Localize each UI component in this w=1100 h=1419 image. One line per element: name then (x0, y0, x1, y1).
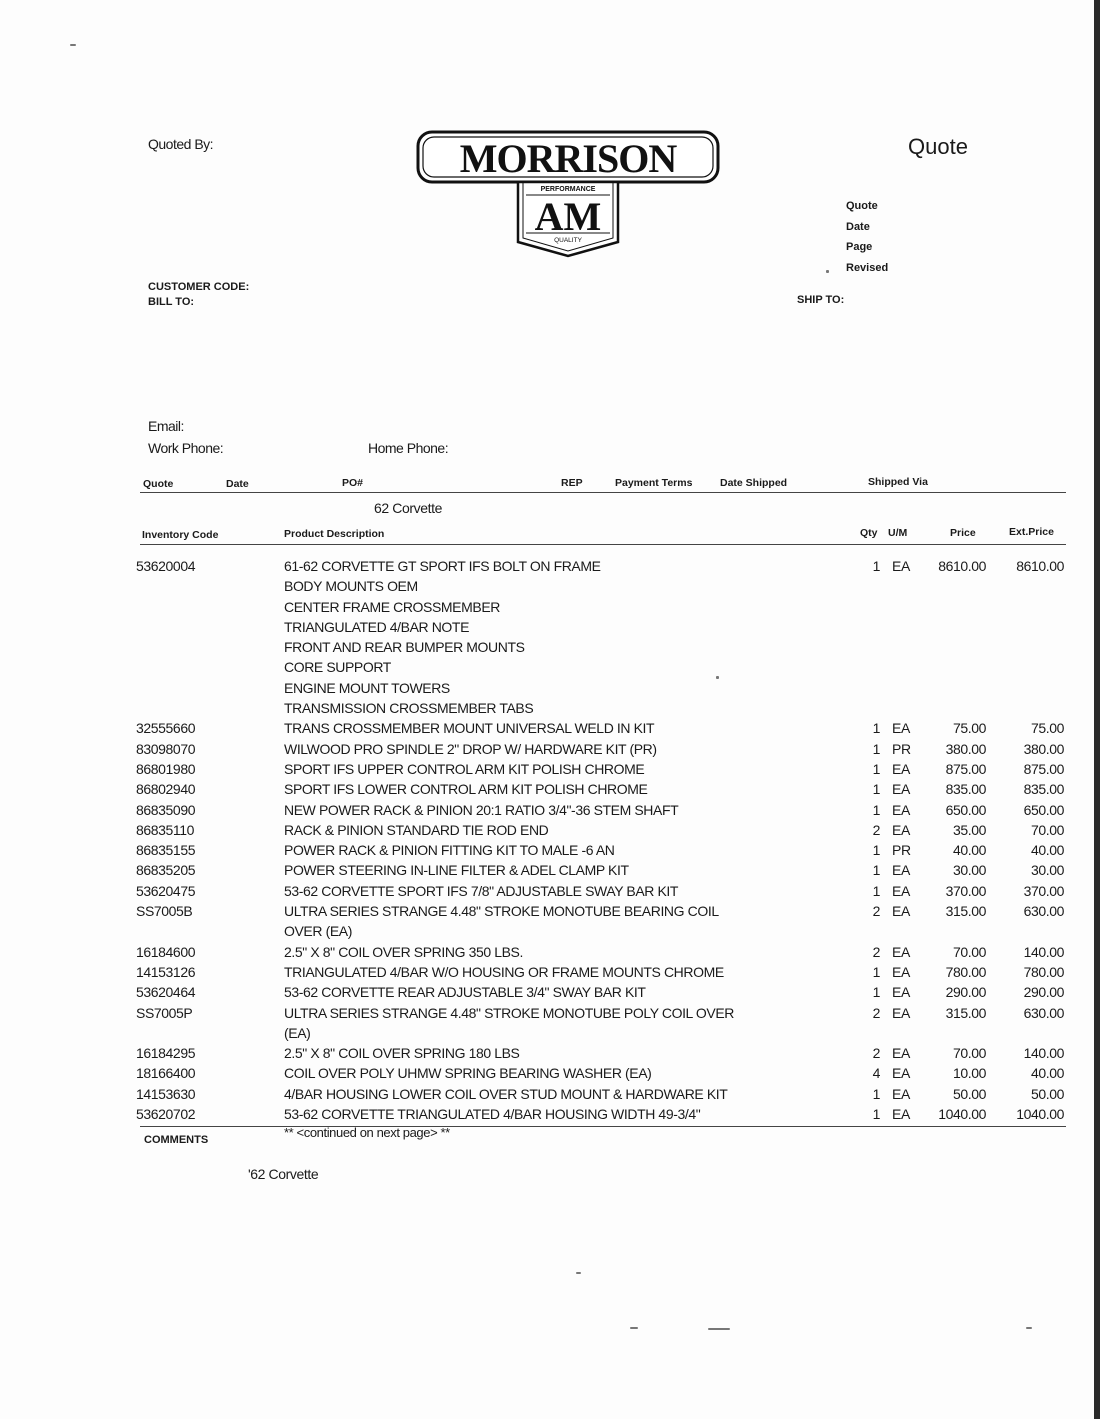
table-row (0, 903, 1100, 923)
item-price: 70.00 (952, 1045, 986, 1062)
item-qty: 2 (872, 903, 880, 920)
item-desc: ULTRA SERIES STRANGE 4.48" STROKE MONOTUBE POLY COIL OVER (284, 1004, 734, 1021)
item-qty: 1 (872, 740, 880, 757)
item-ext: 40.00 (1030, 842, 1064, 859)
scan-speck (70, 44, 76, 46)
item-ext: 50.00 (1030, 1085, 1064, 1102)
ship-to-label: SHIP TO: (797, 294, 845, 306)
order-col-date-shipped: Date Shipped (720, 477, 788, 489)
item-ext: 380.00 (1023, 740, 1064, 757)
item-ext: 370.00 (1023, 882, 1064, 899)
table-row (0, 1106, 1100, 1126)
item-ext: 140.00 (1023, 1045, 1064, 1062)
order-col-rep: REP (561, 477, 583, 489)
item-price: 50.00 (952, 1085, 986, 1102)
table-row (0, 1025, 1100, 1045)
item-code: 86835110 (136, 821, 195, 838)
items-col-qty: Qty (860, 527, 878, 539)
item-price: 875.00 (945, 760, 986, 777)
item-desc: TRIANGULATED 4/BAR NOTE (284, 618, 470, 635)
item-desc: ULTRA SERIES STRANGE 4.48" STROKE MONOTUBE BEARING COIL (284, 903, 719, 920)
po-value: 62 Corvette (374, 500, 442, 516)
item-price: 1040.00 (938, 1106, 986, 1123)
item-price: 370.00 (945, 882, 986, 899)
item-ext: 780.00 (1023, 963, 1064, 980)
item-code: 18166400 (136, 1065, 196, 1082)
order-col-shipped-via: Shipped Via (868, 476, 928, 488)
items-col-ext-price: Ext.Price (1009, 526, 1054, 538)
item-code: 53620004 (136, 558, 196, 574)
morrison-am-logo (416, 130, 720, 260)
meta-label-page: Page (846, 241, 873, 253)
work-phone-label: Work Phone: (148, 440, 224, 456)
item-price: 10.00 (952, 1065, 986, 1082)
document-title: Quote (908, 134, 968, 159)
item-um: PR (892, 740, 911, 757)
table-row (0, 578, 1100, 598)
item-desc: ENGINE MOUNT TOWERS (284, 679, 450, 696)
item-desc: 53-62 CORVETTE SPORT IFS 7/8" ADJUSTABLE SWAY BAR KIT (284, 882, 679, 899)
item-qty: 2 (872, 821, 880, 838)
table-row (0, 781, 1100, 801)
item-code: 86835090 (136, 801, 196, 818)
item-ext: 30.00 (1030, 862, 1064, 879)
item-code: 86802940 (136, 781, 196, 798)
item-price: 70.00 (952, 943, 986, 960)
table-row (0, 741, 1100, 761)
item-qty: 2 (872, 1004, 880, 1021)
item-price: 290.00 (945, 984, 986, 1001)
item-um: EA (892, 1065, 910, 1082)
item-um: EA (892, 963, 910, 980)
items-col-inventory-code: Inventory Code (142, 529, 219, 541)
quoted-by-label: Quoted By: (148, 136, 214, 152)
table-row (0, 700, 1100, 720)
item-desc: TRANS CROSSMEMBER MOUNT UNIVERSAL WELD IN KIT (284, 720, 655, 737)
item-qty: 1 (872, 862, 880, 879)
page-scan-edge (1094, 0, 1100, 1419)
meta-label-date: Date (846, 220, 870, 233)
table-row (0, 842, 1100, 862)
item-ext: 630.00 (1023, 1004, 1064, 1021)
item-code: 86801980 (136, 760, 196, 777)
item-desc: TRANSMISSION CROSSMEMBER TABS (284, 700, 534, 717)
item-qty: 1 (872, 963, 880, 980)
item-code: 14153630 (136, 1085, 196, 1102)
table-row (0, 720, 1100, 740)
item-qty: 2 (872, 1045, 880, 1062)
item-um: EA (892, 720, 910, 737)
item-price: 380.00 (945, 740, 986, 757)
item-um: EA (892, 821, 910, 838)
quote-meta-labels (846, 196, 888, 278)
item-desc: CORE SUPPORT (284, 659, 391, 676)
items-col-um: U/M (888, 527, 908, 539)
item-price: 8610.00 (938, 558, 986, 574)
item-um: EA (892, 1085, 910, 1102)
items-col-price: Price (950, 527, 976, 539)
item-qty: 1 (872, 760, 880, 777)
table-row (0, 984, 1100, 1004)
table-row (0, 944, 1100, 964)
order-header-divider (140, 492, 1066, 493)
item-desc: 53-62 CORVETTE TRIANGULATED 4/BAR HOUSING WIDTH 49-3/4" (284, 1106, 701, 1123)
item-desc: OVER (EA) (284, 923, 352, 940)
item-qty: 1 (872, 882, 880, 899)
comments-label: COMMENTS (144, 1134, 209, 1146)
table-row (0, 599, 1100, 619)
item-qty: 2 (872, 943, 880, 960)
meta-label-revised: Revised (846, 261, 889, 274)
item-ext: 140.00 (1023, 943, 1064, 960)
item-qty: 1 (872, 558, 880, 574)
table-row (0, 1086, 1100, 1106)
item-code: 53620475 (136, 882, 196, 899)
item-code: SS7005B (136, 903, 193, 920)
item-ext: 875.00 (1023, 760, 1064, 777)
item-um: EA (892, 760, 910, 777)
scan-speck (576, 1272, 581, 1274)
logo-am-text: AM (534, 194, 602, 239)
table-row (0, 802, 1100, 822)
item-ext: 1040.00 (1016, 1106, 1064, 1123)
item-qty: 1 (872, 984, 880, 1001)
table-row (0, 680, 1100, 700)
order-col-date: Date (226, 478, 249, 490)
scan-speck (826, 270, 829, 273)
logo-quality-text: QUALITY (554, 237, 582, 244)
item-um: EA (892, 558, 910, 574)
home-phone-label: Home Phone: (368, 440, 449, 456)
item-desc: (EA) (284, 1024, 311, 1041)
item-price: 780.00 (945, 963, 986, 980)
item-desc: COIL OVER POLY UHMW SPRING BEARING WASHER (EA) (284, 1065, 652, 1082)
table-row (0, 862, 1100, 882)
scan-speck (708, 1328, 730, 1330)
table-row (0, 659, 1100, 679)
item-um: PR (892, 842, 911, 859)
item-desc: POWER STEERING IN-LINE FILTER & ADEL CLAMP KIT (284, 862, 629, 879)
item-desc: WILWOOD PRO SPINDLE 2" DROP W/ HARDWARE KIT (PR) (284, 740, 657, 757)
item-qty: 1 (872, 781, 880, 798)
item-desc: SPORT IFS UPPER CONTROL ARM KIT POLISH CHROME (284, 760, 645, 777)
order-col-quote: Quote (143, 478, 174, 490)
item-ext: 40.00 (1030, 1065, 1064, 1082)
items-col-product-description: Product Description (284, 528, 385, 540)
item-price: 75.00 (952, 720, 986, 737)
item-ext: 650.00 (1023, 801, 1064, 818)
item-code: 86835155 (136, 842, 196, 859)
item-ext: 835.00 (1023, 781, 1064, 798)
item-desc: CENTER FRAME CROSSMEMBER (284, 598, 500, 615)
item-desc: NEW POWER RACK & PINION 20:1 RATIO 3/4"-36 STEM SHAFT (284, 801, 679, 818)
logo-performance-text: PERFORMANCE (540, 186, 596, 193)
item-qty: 1 (872, 720, 880, 737)
item-desc: BODY MOUNTS OEM (284, 578, 418, 595)
item-um: EA (892, 943, 910, 960)
item-desc: SPORT IFS LOWER CONTROL ARM KIT POLISH CHROME (284, 781, 648, 798)
items-header-divider (140, 544, 1066, 545)
item-um: EA (892, 862, 910, 879)
customer-code-label: CUSTOMER CODE: (148, 281, 250, 293)
item-qty: 1 (872, 1085, 880, 1102)
item-price: 35.00 (952, 821, 986, 838)
item-desc: 2.5" X 8" COIL OVER SPRING 350 LBS. (284, 943, 523, 960)
item-ext: 75.00 (1030, 720, 1064, 737)
item-code: 32555660 (136, 720, 196, 737)
item-desc: FRONT AND REAR BUMPER MOUNTS (284, 639, 525, 656)
item-code: 86835205 (136, 862, 196, 879)
item-desc: 4/BAR HOUSING LOWER COIL OVER STUD MOUNT & HARDWARE KIT (284, 1085, 728, 1102)
table-row (0, 923, 1100, 943)
item-price: 30.00 (952, 862, 986, 879)
item-price: 835.00 (945, 781, 986, 798)
item-um: EA (892, 1106, 910, 1123)
table-row (0, 558, 1100, 578)
item-price: 40.00 (952, 842, 986, 859)
table-row (0, 761, 1100, 781)
item-um: EA (892, 1045, 910, 1062)
order-col-po: PO# (342, 477, 364, 489)
table-row (0, 1065, 1100, 1085)
item-desc: TRIANGULATED 4/BAR W/O HOUSING OR FRAME MOUNTS CHROME (284, 963, 724, 980)
scan-speck (630, 1327, 638, 1329)
item-desc: 2.5" X 8" COIL OVER SPRING 180 LBS (284, 1045, 520, 1062)
items-bottom-divider (140, 1126, 1066, 1127)
item-desc: 61-62 CORVETTE GT SPORT IFS BOLT ON FRAME (284, 558, 601, 574)
item-um: EA (892, 801, 910, 818)
item-um: EA (892, 903, 910, 920)
table-row (0, 1005, 1100, 1025)
item-qty: 4 (872, 1065, 880, 1082)
item-um: EA (892, 1004, 910, 1021)
table-row (0, 822, 1100, 842)
line-items-table (0, 558, 1100, 1126)
continued-note: ** <continued on next page> ** (284, 1125, 450, 1140)
item-um: EA (892, 984, 910, 1001)
item-code: 16184295 (136, 1045, 196, 1062)
item-price: 650.00 (945, 801, 986, 818)
bill-to-label: BILL TO: (148, 296, 195, 308)
item-desc: POWER RACK & PINION FITTING KIT TO MALE -6 AN (284, 842, 615, 859)
item-code: 83098070 (136, 740, 196, 757)
item-code: 53620702 (136, 1106, 196, 1123)
scan-speck (716, 676, 719, 679)
item-code: 14153126 (136, 963, 196, 980)
table-row (0, 883, 1100, 903)
table-row (0, 619, 1100, 639)
comment-text: '62 Corvette (248, 1166, 319, 1182)
table-row (0, 964, 1100, 984)
item-code: SS7005P (136, 1004, 193, 1021)
item-price: 315.00 (945, 1004, 986, 1021)
item-qty: 1 (872, 801, 880, 818)
logo-brand-text: MORRISON (459, 136, 677, 181)
item-qty: 1 (872, 1106, 880, 1123)
table-row (0, 1045, 1100, 1065)
item-desc: 53-62 CORVETTE REAR ADJUSTABLE 3/4" SWAY BAR KIT (284, 984, 646, 1001)
item-ext: 290.00 (1023, 984, 1064, 1001)
item-code: 16184600 (136, 943, 196, 960)
item-ext: 630.00 (1023, 903, 1064, 920)
scan-speck (1026, 1327, 1032, 1329)
item-um: EA (892, 781, 910, 798)
order-col-payment-terms: Payment Terms (615, 477, 693, 489)
item-code: 53620464 (136, 984, 196, 1001)
item-ext: 70.00 (1030, 821, 1064, 838)
meta-label-quote: Quote (846, 200, 878, 212)
item-price: 315.00 (945, 903, 986, 920)
item-um: EA (892, 882, 910, 899)
item-qty: 1 (872, 842, 880, 859)
item-desc: RACK & PINION STANDARD TIE ROD END (284, 821, 549, 838)
email-label: Email: (148, 418, 184, 434)
item-ext: 8610.00 (1016, 558, 1064, 574)
table-row (0, 639, 1100, 659)
